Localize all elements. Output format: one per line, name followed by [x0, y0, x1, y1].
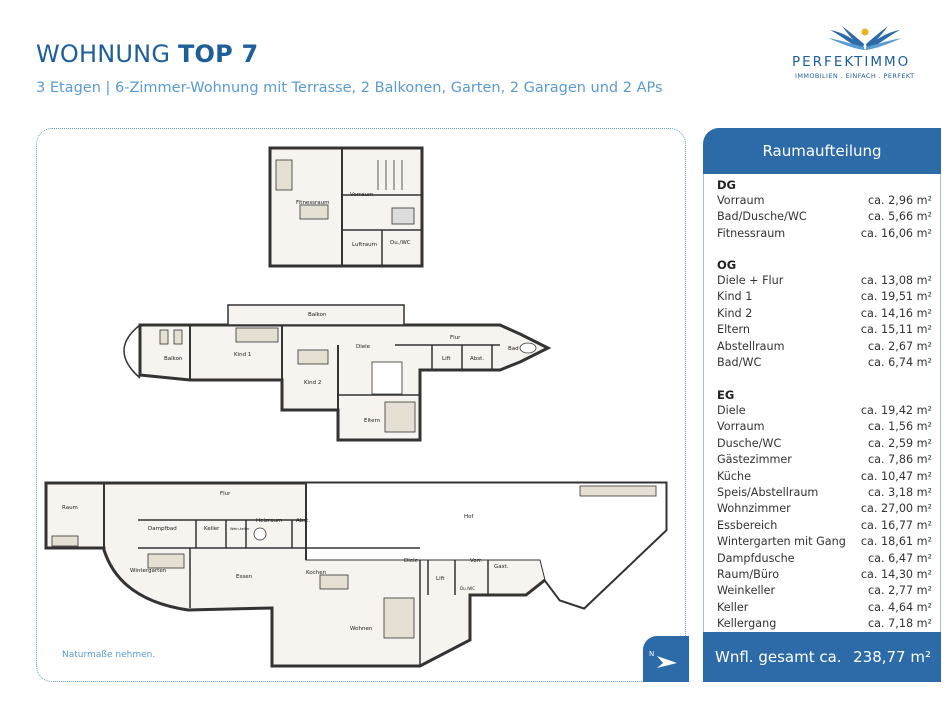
- room-row: Gästezimmer ca. 7,86 m²: [717, 453, 932, 467]
- room-label: Heizraum: [256, 518, 283, 524]
- room-row: Keller ca. 4,64 m²: [717, 600, 932, 614]
- room-label: Diele: [356, 344, 371, 350]
- room-label: Du./WC: [390, 240, 411, 246]
- floor-dg: [270, 148, 422, 266]
- room-row: Küche ca. 10,47 m²: [717, 469, 932, 483]
- section-eg: [717, 388, 935, 632]
- section-title: OG: [717, 258, 737, 272]
- room-label: Flur: [450, 335, 461, 341]
- room-row: Dampfdusche ca. 6,47 m²: [717, 551, 932, 565]
- room-row: Kellergang ca. 7,18 m²: [717, 617, 932, 631]
- svg-text:N: N: [649, 650, 655, 658]
- room-row: Weinkeller ca. 2,77 m²: [717, 584, 932, 598]
- room-row: Bad/Dusche/WC ca. 5,66 m²: [717, 210, 932, 224]
- room-label: Kind 2: [304, 380, 322, 386]
- room-label: Hof: [464, 514, 474, 520]
- room-row: Wohnzimmer ca. 27,00 m²: [717, 502, 932, 516]
- section-title: DG: [717, 178, 736, 192]
- room-label: Vorr.: [470, 558, 483, 564]
- floor-eg: [46, 483, 666, 666]
- room-row: Speis/Abstellraum ca. 3,18 m²: [717, 485, 932, 499]
- room-label: Abst.: [296, 518, 311, 524]
- room-label: Essen: [236, 574, 253, 580]
- room-label: Kind 1: [234, 352, 252, 358]
- room-summary-panel: [703, 128, 941, 682]
- room-label: Wohnen: [350, 626, 373, 632]
- room-label: Wein-keller: [230, 527, 250, 531]
- logo-tagline: IMMOBILIEN . EINFACH . PERFEKT: [795, 72, 915, 80]
- page-title: WOHNUNG TOP 7: [36, 40, 259, 68]
- room-row: Dusche/WC ca. 2,59 m²: [717, 436, 932, 450]
- room-row: Essbereich ca. 16,77 m²: [717, 518, 932, 532]
- section-title: EG: [717, 388, 735, 402]
- room-row: Diele ca. 19,42 m²: [717, 404, 932, 417]
- room-label: Bad: [508, 346, 519, 352]
- room-label: Luftraum: [352, 242, 377, 248]
- room-label: Balkon: [164, 356, 183, 362]
- room-row: Fitnessraum ca. 16,06 m²: [717, 226, 932, 240]
- total-area-value: 238,77 m²: [853, 648, 931, 666]
- room-label: Raum: [62, 505, 78, 511]
- page-subtitle: 3 Etagen | 6-Zimmer-Wohnung mit Terrasse, 2 Balkonen, Garten, 2 Garagen und 2 APs: [36, 80, 663, 96]
- room-label: Kochen: [306, 570, 327, 576]
- room-label: Eltern: [364, 418, 381, 424]
- room-row: Vorraum ca. 1,56 m²: [717, 420, 932, 434]
- room-label: Dampfbad: [148, 526, 177, 532]
- logo-brand: PERFEKTIMMO: [792, 54, 911, 70]
- measurement-note: Naturmaße nehmen.: [62, 650, 156, 660]
- room-label: Gast.: [494, 564, 509, 570]
- room-label: Balkon: [308, 312, 327, 318]
- room-row: Diele + Flur ca. 13,08 m²: [717, 274, 932, 287]
- room-label: Flur: [220, 491, 231, 497]
- room-label: Du./WC: [460, 586, 475, 591]
- room-row: Kind 1 ca. 19,51 m²: [717, 290, 932, 304]
- room-row: Raum/Büro ca. 14,30 m²: [717, 567, 932, 581]
- room-label: Keller: [204, 526, 220, 532]
- total-area-bar: [703, 632, 941, 682]
- section-og: [717, 258, 935, 371]
- room-row: Vorraum ca. 2,96 m²: [717, 194, 932, 207]
- room-label: Diele: [404, 558, 419, 564]
- room-row: Bad/WC ca. 6,74 m²: [717, 355, 932, 369]
- floor-og: [124, 305, 548, 440]
- room-label: Fitnessraum: [296, 200, 330, 206]
- total-area-label: Wnfl. gesamt ca.: [715, 648, 842, 666]
- room-label: Lift: [442, 356, 451, 362]
- room-label: Lift: [436, 576, 445, 582]
- room-row: Kind 2 ca. 14,16 m²: [717, 306, 932, 320]
- room-row: Abstellraum ca. 2,67 m²: [717, 339, 932, 353]
- room-label: Wintergarten: [130, 568, 167, 574]
- room-list: [703, 174, 941, 632]
- room-row: Eltern ca. 15,11 m²: [717, 323, 932, 337]
- compass-icon: [643, 636, 689, 682]
- room-row: Wintergarten mit Gang ca. 18,61 m²: [717, 535, 932, 549]
- room-label: Vorraum: [350, 192, 374, 198]
- room-summary-title: Raumaufteilung: [703, 128, 941, 174]
- section-dg: [717, 178, 935, 242]
- room-label: Abst.: [470, 356, 485, 362]
